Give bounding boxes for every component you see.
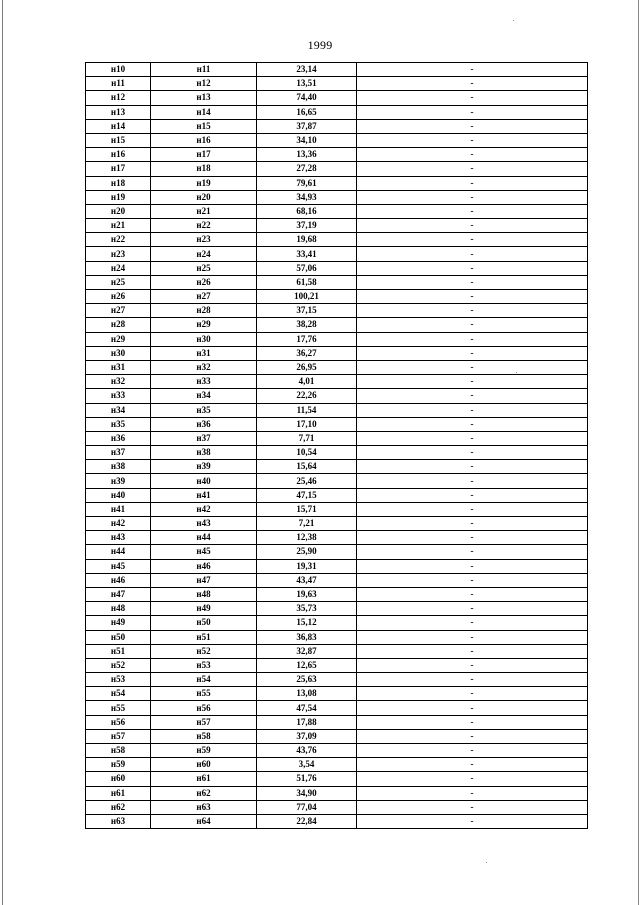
table-row — [86, 304, 588, 318]
end-point-cell: н41 — [151, 488, 257, 502]
table-row — [86, 630, 588, 644]
length-cell: 11,54 — [257, 403, 357, 417]
table-row — [86, 573, 588, 587]
end-point-cell: н50 — [151, 616, 257, 630]
end-point-cell: н23 — [151, 233, 257, 247]
end-point-cell: н28 — [151, 304, 257, 318]
note-cell: - — [357, 729, 588, 743]
length-cell: 36,83 — [257, 630, 357, 644]
end-point-cell: н53 — [151, 658, 257, 672]
start-point-cell: н11 — [86, 77, 151, 91]
note-cell: - — [357, 814, 588, 828]
start-point-cell: н48 — [86, 602, 151, 616]
table-row — [86, 346, 588, 360]
note-cell: - — [357, 744, 588, 758]
note-cell: - — [357, 644, 588, 658]
end-point-cell: н25 — [151, 261, 257, 275]
length-cell: 47,54 — [257, 701, 357, 715]
note-cell: - — [357, 474, 588, 488]
start-point-cell: н60 — [86, 772, 151, 786]
start-point-cell: н17 — [86, 162, 151, 176]
end-point-cell: н59 — [151, 744, 257, 758]
start-point-cell: н10 — [86, 63, 151, 77]
end-point-cell: н64 — [151, 814, 257, 828]
start-point-cell: н35 — [86, 417, 151, 431]
start-point-cell: н33 — [86, 389, 151, 403]
end-point-cell: н48 — [151, 587, 257, 601]
start-point-cell: н37 — [86, 446, 151, 460]
note-cell: - — [357, 616, 588, 630]
table-row — [86, 133, 588, 147]
start-point-cell: н31 — [86, 360, 151, 374]
table-row — [86, 332, 588, 346]
note-cell: - — [357, 602, 588, 616]
note-cell: - — [357, 119, 588, 133]
start-point-cell: н12 — [86, 91, 151, 105]
table-row — [86, 744, 588, 758]
start-point-cell: н59 — [86, 758, 151, 772]
start-point-cell: н43 — [86, 531, 151, 545]
end-point-cell: н51 — [151, 630, 257, 644]
table-row — [86, 204, 588, 218]
note-cell: - — [357, 403, 588, 417]
end-point-cell: н22 — [151, 219, 257, 233]
start-point-cell: н46 — [86, 573, 151, 587]
note-cell: - — [357, 545, 588, 559]
end-point-cell: н56 — [151, 701, 257, 715]
length-cell: 34,90 — [257, 786, 357, 800]
table-row — [86, 687, 588, 701]
length-cell: 15,71 — [257, 502, 357, 516]
table-row — [86, 729, 588, 743]
start-point-cell: н16 — [86, 148, 151, 162]
length-cell: 26,95 — [257, 360, 357, 374]
note-cell: - — [357, 630, 588, 644]
note-cell: - — [357, 190, 588, 204]
end-point-cell: н40 — [151, 474, 257, 488]
end-point-cell: н27 — [151, 290, 257, 304]
table-row — [86, 531, 588, 545]
length-cell: 57,06 — [257, 261, 357, 275]
start-point-cell: н58 — [86, 744, 151, 758]
start-point-cell: н26 — [86, 290, 151, 304]
table-row — [86, 261, 588, 275]
table-row — [86, 247, 588, 261]
length-cell: 61,58 — [257, 275, 357, 289]
length-cell: 35,73 — [257, 602, 357, 616]
start-point-cell: н30 — [86, 346, 151, 360]
end-point-cell: н19 — [151, 176, 257, 190]
end-point-cell: н47 — [151, 573, 257, 587]
length-cell: 13,36 — [257, 148, 357, 162]
length-cell: 77,04 — [257, 800, 357, 814]
end-point-cell: н16 — [151, 133, 257, 147]
start-point-cell: н15 — [86, 133, 151, 147]
start-point-cell: н54 — [86, 687, 151, 701]
note-cell: - — [357, 63, 588, 77]
table-row — [86, 431, 588, 445]
table-row — [86, 375, 588, 389]
table-row — [86, 77, 588, 91]
table-row — [86, 290, 588, 304]
note-cell: - — [357, 318, 588, 332]
scan-speck — [516, 372, 517, 373]
end-point-cell: н14 — [151, 105, 257, 119]
end-point-cell: н20 — [151, 190, 257, 204]
table-row — [86, 772, 588, 786]
note-cell: - — [357, 531, 588, 545]
length-cell: 47,15 — [257, 488, 357, 502]
end-point-cell: н36 — [151, 417, 257, 431]
start-point-cell: н45 — [86, 559, 151, 573]
length-cell: 25,90 — [257, 545, 357, 559]
length-cell: 22,26 — [257, 389, 357, 403]
note-cell: - — [357, 346, 588, 360]
note-cell: - — [357, 715, 588, 729]
note-cell: - — [357, 431, 588, 445]
note-cell: - — [357, 758, 588, 772]
end-point-cell: н63 — [151, 800, 257, 814]
end-point-cell: н18 — [151, 162, 257, 176]
note-cell: - — [357, 219, 588, 233]
start-point-cell: н22 — [86, 233, 151, 247]
table-row — [86, 446, 588, 460]
start-point-cell: н61 — [86, 786, 151, 800]
start-point-cell: н34 — [86, 403, 151, 417]
length-cell: 100,21 — [257, 290, 357, 304]
length-cell: 43,47 — [257, 573, 357, 587]
length-cell: 68,16 — [257, 204, 357, 218]
end-point-cell: н61 — [151, 772, 257, 786]
note-cell: - — [357, 233, 588, 247]
length-cell: 25,46 — [257, 474, 357, 488]
end-point-cell: н57 — [151, 715, 257, 729]
note-cell: - — [357, 105, 588, 119]
start-point-cell: н55 — [86, 701, 151, 715]
note-cell: - — [357, 786, 588, 800]
length-cell: 37,15 — [257, 304, 357, 318]
length-cell: 32,87 — [257, 644, 357, 658]
start-point-cell: н52 — [86, 658, 151, 672]
start-point-cell: н14 — [86, 119, 151, 133]
length-cell: 34,93 — [257, 190, 357, 204]
start-point-cell: н51 — [86, 644, 151, 658]
end-point-cell: н15 — [151, 119, 257, 133]
length-cell: 19,31 — [257, 559, 357, 573]
table-row — [86, 219, 588, 233]
start-point-cell: н44 — [86, 545, 151, 559]
table-row — [86, 233, 588, 247]
end-point-cell: н46 — [151, 559, 257, 573]
length-cell: 10,54 — [257, 446, 357, 460]
table-row — [86, 488, 588, 502]
note-cell: - — [357, 687, 588, 701]
table-row — [86, 162, 588, 176]
length-cell: 37,09 — [257, 729, 357, 743]
table-body — [86, 63, 588, 829]
start-point-cell: н19 — [86, 190, 151, 204]
start-point-cell: н40 — [86, 488, 151, 502]
start-point-cell: н39 — [86, 474, 151, 488]
end-point-cell: н38 — [151, 446, 257, 460]
end-point-cell: н35 — [151, 403, 257, 417]
note-cell: - — [357, 389, 588, 403]
table-row — [86, 91, 588, 105]
start-point-cell: н62 — [86, 800, 151, 814]
end-point-cell: н31 — [151, 346, 257, 360]
table-row — [86, 360, 588, 374]
table-row — [86, 786, 588, 800]
table-row — [86, 701, 588, 715]
note-cell: - — [357, 587, 588, 601]
table-row — [86, 673, 588, 687]
table-row — [86, 148, 588, 162]
note-cell: - — [357, 658, 588, 672]
length-cell: 43,76 — [257, 744, 357, 758]
start-point-cell: н21 — [86, 219, 151, 233]
start-point-cell: н27 — [86, 304, 151, 318]
end-point-cell: н45 — [151, 545, 257, 559]
end-point-cell: н55 — [151, 687, 257, 701]
start-point-cell: н29 — [86, 332, 151, 346]
note-cell: - — [357, 488, 588, 502]
start-point-cell: н20 — [86, 204, 151, 218]
table-row — [86, 814, 588, 828]
length-cell: 17,76 — [257, 332, 357, 346]
start-point-cell: н13 — [86, 105, 151, 119]
end-point-cell: н29 — [151, 318, 257, 332]
length-cell: 37,19 — [257, 219, 357, 233]
note-cell: - — [357, 800, 588, 814]
end-point-cell: н34 — [151, 389, 257, 403]
length-cell: 12,65 — [257, 658, 357, 672]
end-point-cell: н39 — [151, 460, 257, 474]
page-edge-left — [2, 0, 3, 905]
table-row — [86, 63, 588, 77]
length-cell: 13,08 — [257, 687, 357, 701]
note-cell: - — [357, 275, 588, 289]
note-cell: - — [357, 77, 588, 91]
note-cell: - — [357, 701, 588, 715]
end-point-cell: н42 — [151, 502, 257, 516]
end-point-cell: н49 — [151, 602, 257, 616]
length-cell: 74,40 — [257, 91, 357, 105]
length-cell: 37,87 — [257, 119, 357, 133]
note-cell: - — [357, 673, 588, 687]
end-point-cell: н12 — [151, 77, 257, 91]
table-row — [86, 545, 588, 559]
note-cell: - — [357, 517, 588, 531]
start-point-cell: н56 — [86, 715, 151, 729]
length-cell: 23,14 — [257, 63, 357, 77]
start-point-cell: н41 — [86, 502, 151, 516]
end-point-cell: н43 — [151, 517, 257, 531]
start-point-cell: н24 — [86, 261, 151, 275]
page-edge-right — [638, 0, 639, 905]
start-point-cell: н63 — [86, 814, 151, 828]
note-cell: - — [357, 261, 588, 275]
end-point-cell: н33 — [151, 375, 257, 389]
start-point-cell: н23 — [86, 247, 151, 261]
note-cell: - — [357, 375, 588, 389]
table-row — [86, 318, 588, 332]
note-cell: - — [357, 360, 588, 374]
start-point-cell: н42 — [86, 517, 151, 531]
table-row — [86, 644, 588, 658]
length-cell: 3,54 — [257, 758, 357, 772]
end-point-cell: н60 — [151, 758, 257, 772]
table-row — [86, 417, 588, 431]
note-cell: - — [357, 573, 588, 587]
end-point-cell: н30 — [151, 332, 257, 346]
table-row — [86, 105, 588, 119]
end-point-cell: н32 — [151, 360, 257, 374]
start-point-cell: н50 — [86, 630, 151, 644]
end-point-cell: н17 — [151, 148, 257, 162]
start-point-cell: н18 — [86, 176, 151, 190]
length-cell: 15,64 — [257, 460, 357, 474]
table-row — [86, 275, 588, 289]
note-cell: - — [357, 772, 588, 786]
start-point-cell: н25 — [86, 275, 151, 289]
note-cell: - — [357, 176, 588, 190]
table-row — [86, 474, 588, 488]
table-row — [86, 715, 588, 729]
start-point-cell: н38 — [86, 460, 151, 474]
end-point-cell: н62 — [151, 786, 257, 800]
table-row — [86, 758, 588, 772]
table-row — [86, 460, 588, 474]
length-cell: 15,12 — [257, 616, 357, 630]
note-cell: - — [357, 133, 588, 147]
note-cell: - — [357, 290, 588, 304]
end-point-cell: н54 — [151, 673, 257, 687]
note-cell: - — [357, 502, 588, 516]
boundary-points-table — [85, 62, 588, 829]
length-cell: 27,28 — [257, 162, 357, 176]
length-cell: 79,61 — [257, 176, 357, 190]
length-cell: 17,88 — [257, 715, 357, 729]
start-point-cell: н53 — [86, 673, 151, 687]
table-row — [86, 800, 588, 814]
table-row — [86, 602, 588, 616]
length-cell: 19,63 — [257, 587, 357, 601]
note-cell: - — [357, 247, 588, 261]
note-cell: - — [357, 446, 588, 460]
end-point-cell: н26 — [151, 275, 257, 289]
note-cell: - — [357, 332, 588, 346]
length-cell: 12,38 — [257, 531, 357, 545]
end-point-cell: н52 — [151, 644, 257, 658]
table-row — [86, 190, 588, 204]
table-row — [86, 389, 588, 403]
length-cell: 34,10 — [257, 133, 357, 147]
note-cell: - — [357, 162, 588, 176]
end-point-cell: н44 — [151, 531, 257, 545]
length-cell: 19,68 — [257, 233, 357, 247]
length-cell: 25,63 — [257, 673, 357, 687]
length-cell: 38,28 — [257, 318, 357, 332]
end-point-cell: н58 — [151, 729, 257, 743]
end-point-cell: н11 — [151, 63, 257, 77]
table-row — [86, 587, 588, 601]
table-row — [86, 616, 588, 630]
start-point-cell: н49 — [86, 616, 151, 630]
note-cell: - — [357, 148, 588, 162]
table-row — [86, 119, 588, 133]
start-point-cell: н32 — [86, 375, 151, 389]
end-point-cell: н21 — [151, 204, 257, 218]
end-point-cell: н24 — [151, 247, 257, 261]
length-cell: 51,76 — [257, 772, 357, 786]
table-row — [86, 658, 588, 672]
length-cell: 17,10 — [257, 417, 357, 431]
start-point-cell: н57 — [86, 729, 151, 743]
scan-speck — [486, 862, 487, 863]
start-point-cell: н36 — [86, 431, 151, 445]
table-row — [86, 517, 588, 531]
table-row — [86, 176, 588, 190]
note-cell: - — [357, 204, 588, 218]
start-point-cell: н28 — [86, 318, 151, 332]
note-cell: - — [357, 91, 588, 105]
scan-speck — [513, 20, 514, 21]
note-cell: - — [357, 559, 588, 573]
table-row — [86, 403, 588, 417]
length-cell: 7,71 — [257, 431, 357, 445]
end-point-cell: н37 — [151, 431, 257, 445]
length-cell: 7,21 — [257, 517, 357, 531]
length-cell: 36,27 — [257, 346, 357, 360]
length-cell: 4,01 — [257, 375, 357, 389]
table-row — [86, 502, 588, 516]
length-cell: 22,84 — [257, 814, 357, 828]
note-cell: - — [357, 304, 588, 318]
note-cell: - — [357, 417, 588, 431]
note-cell: - — [357, 460, 588, 474]
length-cell: 33,41 — [257, 247, 357, 261]
page-number: 1999 — [307, 38, 333, 52]
length-cell: 13,51 — [257, 77, 357, 91]
length-cell: 16,65 — [257, 105, 357, 119]
start-point-cell: н47 — [86, 587, 151, 601]
end-point-cell: н13 — [151, 91, 257, 105]
table-row — [86, 559, 588, 573]
